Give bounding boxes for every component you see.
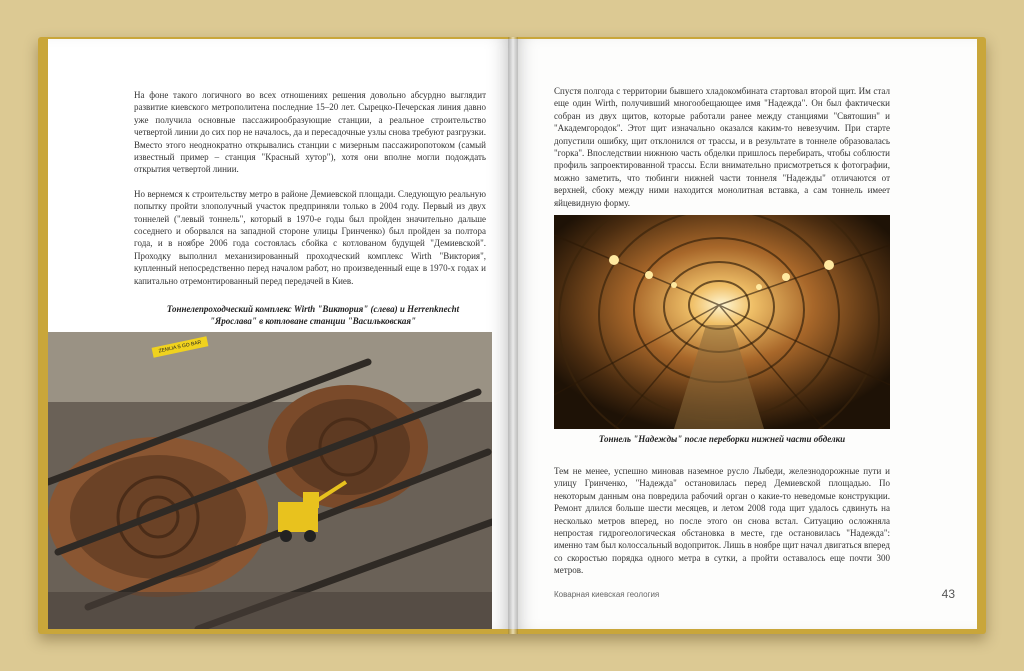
tbm-photo-illustration	[48, 332, 492, 629]
right-photo-caption: Тоннель "Надежды" после переборки нижней части обделки	[598, 434, 846, 444]
right-paragraph-2: Тем не менее, успешно миновав наземное русло Лыбеди, железнодорожные пути и улицу Гринченко, "Надежда" остановилась перед Демиевской площадью. По некоторым данным она повредила рабочий орган о какие-то неведомые конструкции. Ремонт длился больше шести месяцев, и летом 2008 года щит удалось сдвинуть на несколько метров вперед, но после этого он снова встал. Ситуацию осложняла непростая гидрогеологическая обстановка в месте, где остановилась "Надежда": именно там был колоссальный водоприток. Лишь в ноябре щит начал двигаться вперед со скоростью порядка одного метра в сутки, а пройти оставалось еще почти 300 метров.	[554, 466, 890, 576]
photo-warning-sign: ZEMLIA S GO BAR	[152, 336, 209, 357]
book-gutter	[508, 37, 518, 634]
right-paragraph-1: Спустя полгода с территории бывшего хладокомбината стартовал второй щит. Им стал еще один Wirth, получивший многообещающее имя "Надежда". Он был фактически собран из двух щитов, которые работали ранее между станциями "Святошин" и "Академгородок". Этот щит изначально оказался каким-то невезучим. При старте допустили ошибку, щит отклонился от трассы, и в результате в тоннеле образовалась "горка". Впоследствии нижнюю часть обделки пришлось перебирать, чтобы соблюсти профиль запроектированной трассы. Если внимательно присмотреться к фотографии, можно заметить, что тюбинги нижней части тоннеля "Надежды" отличаются от верхней, сбоку между ними находится монолитная вставка, а сам тоннель имеет яйцевидную форму.	[554, 86, 890, 208]
tunnel-photo	[554, 215, 890, 429]
left-paragraph-1: На фоне такого логичного во всех отношениях решения довольно абсурдно выглядит развитие киевского метрополитена последние 15–20 лет. Сырецко-Печерская линия давно уже получила основные пассажирообразующие станции, а реальное строительство четвертой линии до сих пор не началось, да и пересадочные узлы снова требуют разгрузки. Вместо этого неоднократно открывались станции с мизерным пассажиропотоком (самый известный пример – станция "Красный хутор"), хотя они вполне могли подождать открытия четвертой линии.	[134, 90, 486, 175]
right-body-text-top	[554, 85, 890, 221]
tunnel-photo-illustration	[554, 215, 890, 429]
tbm-excavation-photo	[48, 332, 492, 629]
left-caption-line-2: "Ярослава" в котловане станции "Васильковская"	[210, 316, 416, 326]
page-number: 43	[941, 587, 955, 601]
left-caption-line-1: Тоннелепроходческий комплекс Wirth "Виктория" (слева) и Herrenknecht	[166, 304, 460, 314]
left-page	[48, 39, 512, 629]
open-book	[38, 37, 986, 634]
right-page	[512, 39, 977, 629]
left-body-text	[134, 89, 486, 299]
chapter-title-footer: Коварная киевская геология	[554, 590, 660, 599]
left-paragraph-2: Но вернемся к строительству метро в районе Демиевской площади. Следующую реальную попытку пройти злополучный участок предприняли только в 2004 году. Первый из двух тоннелей ("левый тоннель", который в 1970-е годы был пройден значительно дальше соседнего и оборвался на западной стороне улицы Гринченко) был пройден за полтора года, и в ноябре 2006 года состоялась сбойка с котлованом будущей "Демиевской". Проходку выполнил механизированный проходческий комплекс Wirth "Виктория", купленный непосредственно перед началом работ, но произведенный еще в 1970-х годах и капитально отремонтированный перед передачей в Киев.	[134, 188, 486, 286]
right-body-text-bottom	[554, 465, 890, 589]
left-photo-caption	[128, 303, 498, 327]
